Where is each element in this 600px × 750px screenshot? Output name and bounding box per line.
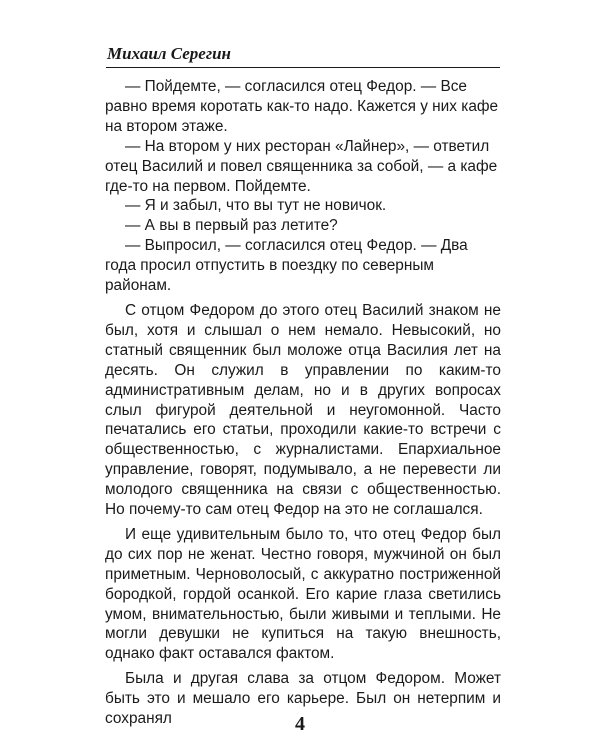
paragraph: С отцом Федором до этого отец Василий знаком не был, хотя и слышал о нем немало. Невысокий, но статный священник был моложе отца Василия лет на десять. Он служил в управлении по каким-то административным делам, но и в других вопросах слыл фигурой деятельной и неугомонной. Часто печатались его статьи, проходили какие-то встречи с общественностью, с журналистами. Епархиальное управление, говорят, подумывало, а не перевести ли молодого священника на связи с общественностью. Но почему-то сам отец Федор на это не соглашался. [105,301,501,519]
paragraph: — А вы в первый раз летите? [125,217,338,235]
body-text [105,77,501,729]
page-number: 4 [295,713,305,735]
paragraph: — На втором у них ресторан «Лайнер», — ответил отец Василий и повел священника за собой, — а кафе где-то на первом. Пойдемте. [105,137,498,195]
paragraph: — Я и забыл, что вы тут не новичок. [125,197,387,215]
paragraph: — Пойдемте, — согласился отец Федор. — Все равно время коротать как-то надо. Кажется у них кафе на втором этаже. [105,78,499,135]
paragraph: Была и другая слава за отцом Федором. Может быть это и мешало его карьере. Был он нетерпим и сохранял [105,670,501,728]
paragraph: И еще удивительным было то, что отец Федор был до сих пор не женат. Честно говоря, мужчиной он был приметным. Черноволосый, с аккуратно постриженной бородкой, гордой осанкой. Его карие глаза светились умом, внимательностью, были живыми и теплыми. Не могли девушки не купиться на такую внешность, однако факт оставался фактом. [105,525,501,663]
header-rule [106,67,500,68]
running-header-author: Михаил Серегин [107,44,231,63]
paragraph: — Выпросил, — согласился отец Федор. — Два года просил отпустить в поездку по северным районам. [105,237,468,295]
